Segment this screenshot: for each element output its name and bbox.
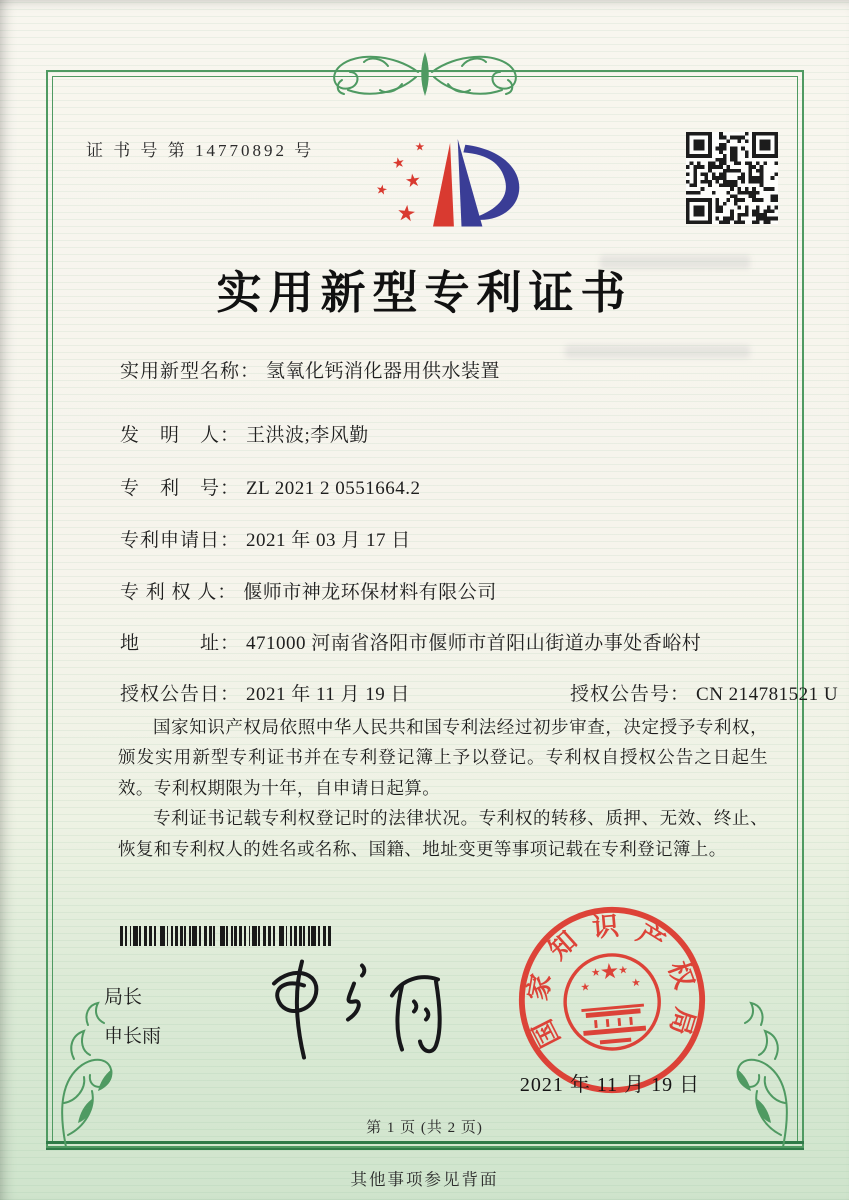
barcode-bar — [311, 926, 316, 946]
field-value: 2021 年 11 月 19 日 — [246, 684, 411, 705]
seal-date: 2021 年 11 月 19 日 — [519, 1074, 701, 1096]
barcode-bar — [120, 926, 123, 946]
svg-text:★: ★ — [590, 966, 602, 980]
field-label: 实用新型名称： — [120, 361, 261, 382]
svg-text:★: ★ — [374, 181, 389, 199]
barcode-bar — [149, 926, 152, 946]
barcode-bar — [213, 926, 215, 946]
qr-code-icon — [686, 132, 778, 224]
barcode-bar — [234, 926, 237, 946]
barcode-bar — [220, 926, 225, 946]
barcode-bar — [189, 926, 191, 946]
field-label: 专 利 号： — [120, 478, 241, 499]
barcode-bar — [204, 926, 207, 946]
field-value: CN 214781521 U — [696, 684, 839, 705]
barcode-bar — [279, 926, 284, 946]
field-value: 氢氧化钙消化器用供水装置 — [266, 361, 501, 382]
barcode-bar — [180, 926, 183, 946]
legal-text-block — [118, 712, 768, 864]
barcode-bar — [167, 926, 169, 946]
barcode-bar — [171, 926, 173, 946]
svg-text:★: ★ — [598, 958, 621, 985]
seal-char: 家 — [522, 971, 557, 1003]
top-flourish-ornament — [290, 40, 560, 106]
barcode-bar — [263, 926, 266, 946]
field-grant-number — [570, 679, 838, 706]
seal-char: 产 — [631, 917, 671, 958]
field-value: ZL 2021 2 0551664.2 — [246, 478, 421, 499]
field-grant-date — [120, 679, 839, 706]
barcode-bar — [133, 926, 138, 946]
certificate-number: 证 书 号 第 14770892 号 — [86, 141, 315, 160]
barcode-bar — [154, 926, 156, 946]
barcode-bar — [144, 926, 147, 946]
field-inventor — [120, 420, 768, 447]
barcode-bar — [258, 926, 260, 946]
national-emblem-icon — [561, 951, 663, 1053]
field-value: 2021 年 03 月 17 日 — [246, 530, 411, 551]
svg-text:★: ★ — [390, 154, 407, 173]
barcode-bar — [318, 926, 320, 946]
seal-char: 局 — [664, 1004, 701, 1039]
svg-text:★: ★ — [395, 200, 418, 227]
officer-name: 申长雨 — [104, 1026, 162, 1047]
barcode-bar — [323, 926, 326, 946]
barcode-bar — [249, 926, 251, 946]
barcode-bar — [286, 926, 288, 946]
barcode-bar — [268, 926, 271, 946]
svg-text:★: ★ — [617, 964, 629, 977]
barcode-icon — [120, 926, 335, 946]
barcode-bar — [290, 926, 292, 946]
barcode-bar — [294, 926, 297, 946]
officer-signature-icon — [250, 948, 470, 1066]
field-address — [120, 628, 768, 655]
field-value: 王洪波;李风勤 — [246, 425, 369, 446]
seal-char: 识 — [591, 910, 621, 943]
field-utility-model-name — [120, 356, 768, 383]
legal-paragraph: 国家知识产权局依照中华人民共和国专利法经过初步审查，决定授予专利权，颁发实用新型专利证书并在专利登记簿上予以登记。专利权自授权公告之日起生效。专利权期限为十年，自申请日起算。 — [118, 717, 768, 798]
field-filing-date — [120, 525, 768, 552]
cnipa-logo-icon — [338, 118, 528, 238]
bottom-border-rule — [46, 1141, 804, 1150]
certificate-title: 实用新型专利证书 — [216, 266, 633, 319]
field-label: 授权公告日： — [120, 684, 241, 705]
svg-text:★: ★ — [414, 141, 425, 154]
barcode-bar — [125, 926, 127, 946]
seal-char: 知 — [542, 925, 583, 966]
barcode-bar — [199, 926, 201, 946]
officer-block — [104, 988, 161, 1046]
barcode-bar — [226, 926, 228, 946]
barcode-bar — [160, 926, 165, 946]
barcode-bar — [209, 926, 212, 946]
barcode-bar — [299, 926, 302, 946]
seal-char: 国 — [526, 1014, 566, 1053]
field-value: 偃师市神龙环保材料有限公司 — [243, 582, 497, 603]
barcode-bar — [192, 926, 197, 946]
field-patentee — [120, 577, 768, 604]
barcode-bar — [303, 926, 305, 946]
svg-text:★: ★ — [579, 981, 591, 994]
svg-text:★: ★ — [630, 976, 642, 990]
officer-title: 局长 — [104, 987, 143, 1008]
field-value: 471000 河南省洛阳市偃师市首阳山街道办事处香峪村 — [246, 633, 702, 654]
svg-text:★: ★ — [403, 169, 423, 192]
barcode-bar — [328, 926, 331, 946]
page-number: 第 1 页 (共 2 页) — [366, 1120, 483, 1136]
field-label: 专利申请日： — [120, 530, 241, 551]
barcode-bar — [184, 926, 186, 946]
barcode-bar — [244, 926, 246, 946]
seal-char: 权 — [662, 957, 700, 993]
back-side-note: 其他事项参见背面 — [350, 1170, 499, 1189]
barcode-bar — [231, 926, 233, 946]
field-patent-number — [120, 473, 768, 500]
barcode-bar — [308, 926, 310, 946]
barcode-bar — [175, 926, 178, 946]
barcode-bar — [130, 926, 132, 946]
barcode-bar — [139, 926, 141, 946]
field-label: 授权公告号： — [570, 684, 691, 705]
barcode-bar — [239, 926, 242, 946]
field-label: 专 利 权 人： — [120, 582, 238, 603]
barcode-bar — [273, 926, 275, 946]
field-label: 地 址： — [120, 633, 241, 654]
field-label: 发 明 人： — [120, 425, 241, 446]
barcode-bar — [252, 926, 257, 946]
legal-paragraph: 专利证书记载专利权登记时的法律状况。专利权的转移、质押、无效、终止、恢复和专利权人的姓名或名称、国籍、地址变更等事项记载在专利登记簿上。 — [118, 808, 768, 859]
